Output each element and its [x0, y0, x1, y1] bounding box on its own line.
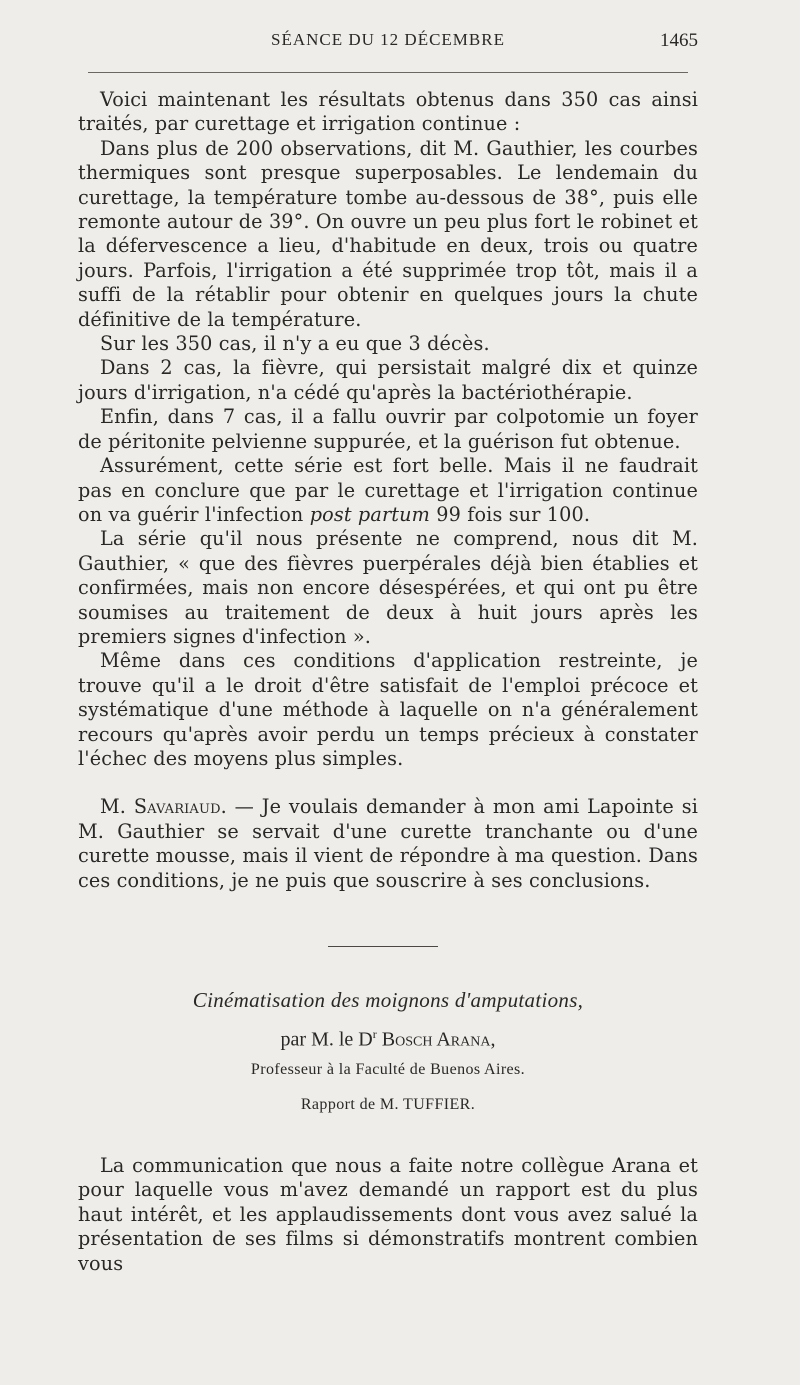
- page-header: [78, 30, 698, 56]
- text-run: 99 fois sur 100.: [430, 502, 591, 526]
- article-author: [78, 1027, 698, 1052]
- running-title: SÉANCE DU 12 DÉCEMBRE: [271, 30, 505, 49]
- latin-phrase: post partum: [309, 502, 430, 526]
- article-title: Cinématisation des moignons d'amputations,: [192, 988, 584, 1012]
- paragraph: Voici maintenant les résultats obtenus dans 350 cas ainsi traités, par curettage et irrigation continue :: [78, 88, 698, 136]
- article-text: [78, 1154, 698, 1276]
- discussion-text: [78, 88, 698, 893]
- paragraph: Même dans ces conditions d'application restreinte, je trouve qu'il a le droit d'être satisfait de l'emploi précoce et systématique d'une méthode à laquelle on n'a généralement recours qu'après avoir perdu un temps précieux à constater l'échec des moyens plus simples.: [78, 649, 698, 770]
- paragraph: Sur les 350 cas, il n'y a eu que 3 décès.: [100, 332, 490, 356]
- paragraph-intervention: [78, 795, 698, 893]
- paragraph: [78, 454, 698, 527]
- section-divider: [328, 946, 438, 947]
- author-prefix: par M. le D: [280, 1028, 373, 1051]
- paragraph: La série qu'il nous présente ne comprend, nous dit M. Gauthier, « que des fièvres puerpérales déjà bien établies et confirmées, mais non encore désespérées, et qui ont pu être soumises au traitement de deux à huit jours après les premiers signes d'infection ».: [78, 527, 698, 648]
- text-run: Assurément, cette série est fort belle. Mais il ne faudrait pas en conclure que par le curettage et l'irrigation continue on va guérir l'infection: [78, 454, 698, 526]
- paragraph: Enfin, dans 7 cas, il a fallu ouvrir par colpotomie un foyer de péritonite pelvienne suppurée, et la guérison fut obtenue.: [78, 405, 698, 453]
- speaker-name: M. Savariaud.: [100, 795, 227, 819]
- author-sup: r: [372, 1027, 377, 1041]
- paragraph: Dans plus de 200 observations, dit M. Gauthier, les courbes thermiques sont presque superposables. Le lendemain du curettage, la température tombe au-dessous de 38°, puis elle remonte autour de 39°. On ouvre un peu plus fort le robinet et la défervescence a lieu, d'habitude en deux, trois ou quatre jours. Parfois, l'irrigation a été supprimée trop tôt, mais il a suffi de la rétablir pour obtenir en quelques jours la chute définitive de la température.: [78, 136, 698, 331]
- header-rule: [88, 72, 688, 73]
- text-run: — Je voulais demander à mon ami Lapointe si M. Gauthier se servait d'une curette tranchante ou d'une curette mousse, mais il vient de répondre à ma question. Dans ces conditions, je ne puis que souscrire à ses conclusions.: [78, 795, 698, 892]
- page-number: 1465: [660, 30, 698, 51]
- paragraph: Dans 2 cas, la fièvre, qui persistait malgré dix et quinze jours d'irrigation, n'a cédé qu'après la bactériothérapie.: [78, 356, 698, 404]
- author-name: Bosch Arana,: [381, 1028, 496, 1051]
- article-heading: [78, 988, 698, 1114]
- paragraph: La communication que nous a faite notre collègue Arana et pour laquelle vous m'avez demandé un rapport est du plus haut intérêt, et les applaudissements dont vous avez salué la présentation de ses films si démonstratifs montrent combien vous: [78, 1154, 698, 1275]
- author-affiliation: Professeur à la Faculté de Buenos Aires.: [250, 1060, 526, 1078]
- report-line: Rapport de M. TUFFIER.: [300, 1095, 476, 1113]
